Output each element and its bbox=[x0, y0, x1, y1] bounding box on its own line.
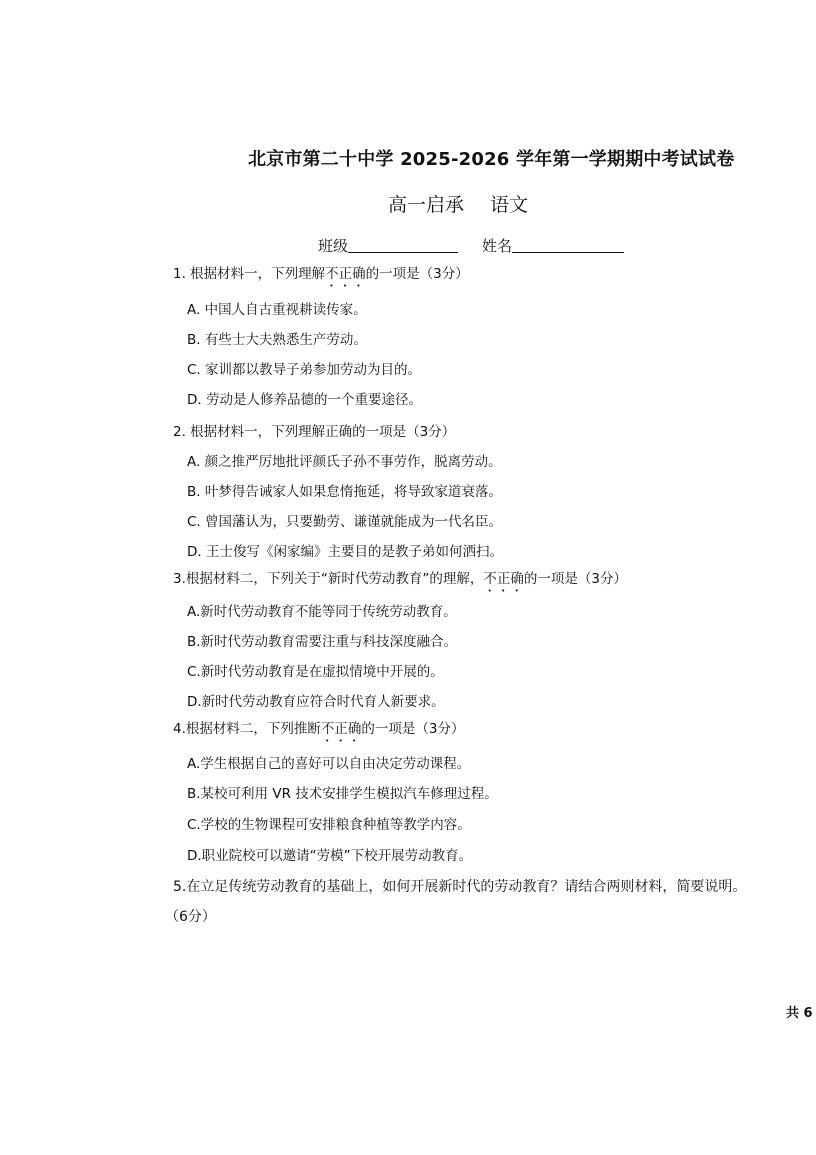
exam-subtitle bbox=[388, 190, 528, 217]
question-5-stem-text: 5.在立足传统劳动教育的基础上，如何开展新时代的劳动教育？请结合两则材料，简要说明。 bbox=[173, 879, 747, 895]
question-1-stem bbox=[173, 262, 469, 290]
question-4-stem-text: 4.根据材料二，下列推断 bbox=[173, 721, 321, 737]
question-2-stem-text: 2. 根据材料一，下列理解正确的一项是（3分） bbox=[173, 424, 456, 440]
question-3-stem bbox=[173, 567, 627, 595]
question-1-emphasis: 不正确 bbox=[325, 266, 366, 282]
question-1-stem-text: 1. 根据材料一，下列理解 bbox=[173, 266, 326, 282]
question-4-emphasis: 不正确 bbox=[320, 721, 362, 737]
question-1-stem-tail: 的一项是（3分） bbox=[365, 266, 469, 282]
question-1-option-d[interactable]: D. 劳动是人修养品德的一个重要途径。 bbox=[187, 392, 422, 408]
question-1-option-a[interactable]: A. 中国人自古重视耕读传家。 bbox=[187, 302, 367, 318]
question-3-stem-text: 3.根据材料二，下列关于“新时代劳动教育”的理解， bbox=[173, 571, 484, 587]
question-4-stem bbox=[173, 717, 464, 745]
subject-label: 语文 bbox=[490, 194, 529, 216]
question-1-option-b[interactable]: B. 有些士大夫熟悉生产劳动。 bbox=[187, 332, 367, 348]
name-label: 姓名 bbox=[482, 237, 513, 255]
student-info-fields bbox=[318, 235, 624, 256]
question-2-option-d[interactable]: D. 王士俊写《闲家编》主要目的是教子弟如何洒扫。 bbox=[187, 544, 503, 560]
question-4-stem-tail: 的一项是（3分） bbox=[361, 721, 465, 737]
class-blank[interactable] bbox=[348, 238, 458, 253]
question-4-option-b[interactable]: B.某校可利用 VR 技术安排学生模拟汽车修理过程。 bbox=[187, 786, 498, 802]
name-blank[interactable] bbox=[512, 238, 624, 253]
question-5-score: （6分） bbox=[165, 909, 216, 925]
question-3-option-c[interactable]: C.新时代劳动教育是在虚拟情境中开展的。 bbox=[187, 664, 444, 680]
page-count-mark: 共 6 bbox=[786, 1006, 813, 1021]
question-3-stem-tail: 的一项是（3分） bbox=[523, 571, 627, 587]
question-1-option-c[interactable]: C. 家训都以教导子弟参加劳动为目的。 bbox=[187, 362, 422, 378]
question-3-emphasis: 不正确 bbox=[483, 571, 524, 587]
question-2-option-b[interactable]: B. 叶梦得告诫家人如果怠惰拖延，将导致家道衰落。 bbox=[187, 484, 502, 500]
question-3-option-a[interactable]: A.新时代劳动教育不能等同于传统劳动教育。 bbox=[187, 604, 457, 620]
question-3-option-b[interactable]: B.新时代劳动教育需要注重与科技深度融合。 bbox=[187, 634, 458, 650]
question-4-option-c[interactable]: C.学校的生物课程可安排粮食种植等教学内容。 bbox=[187, 817, 471, 833]
question-3-option-d[interactable]: D.新时代劳动教育应符合时代育人新要求。 bbox=[187, 694, 445, 710]
question-5-stem bbox=[173, 876, 746, 896]
exam-title: 北京市第二十中学 2025-2026 学年第一学期期中考试试卷 bbox=[248, 149, 735, 170]
grade-label: 高一启承 bbox=[388, 194, 465, 216]
question-4-option-a[interactable]: A.学生根据自己的喜好可以自由决定劳动课程。 bbox=[187, 756, 471, 772]
question-2-option-a[interactable]: A. 颜之推严厉地批评颜氏子孙不事劳作，脱离劳动。 bbox=[187, 454, 502, 470]
question-4-option-d[interactable]: D.职业院校可以邀请“劳模”下校开展劳动教育。 bbox=[187, 848, 473, 864]
question-2-option-c[interactable]: C. 曾国藩认为，只要勤劳、谦谨就能成为一代名臣。 bbox=[187, 514, 503, 530]
class-label: 班级 bbox=[318, 237, 349, 255]
question-2-stem bbox=[173, 420, 455, 440]
